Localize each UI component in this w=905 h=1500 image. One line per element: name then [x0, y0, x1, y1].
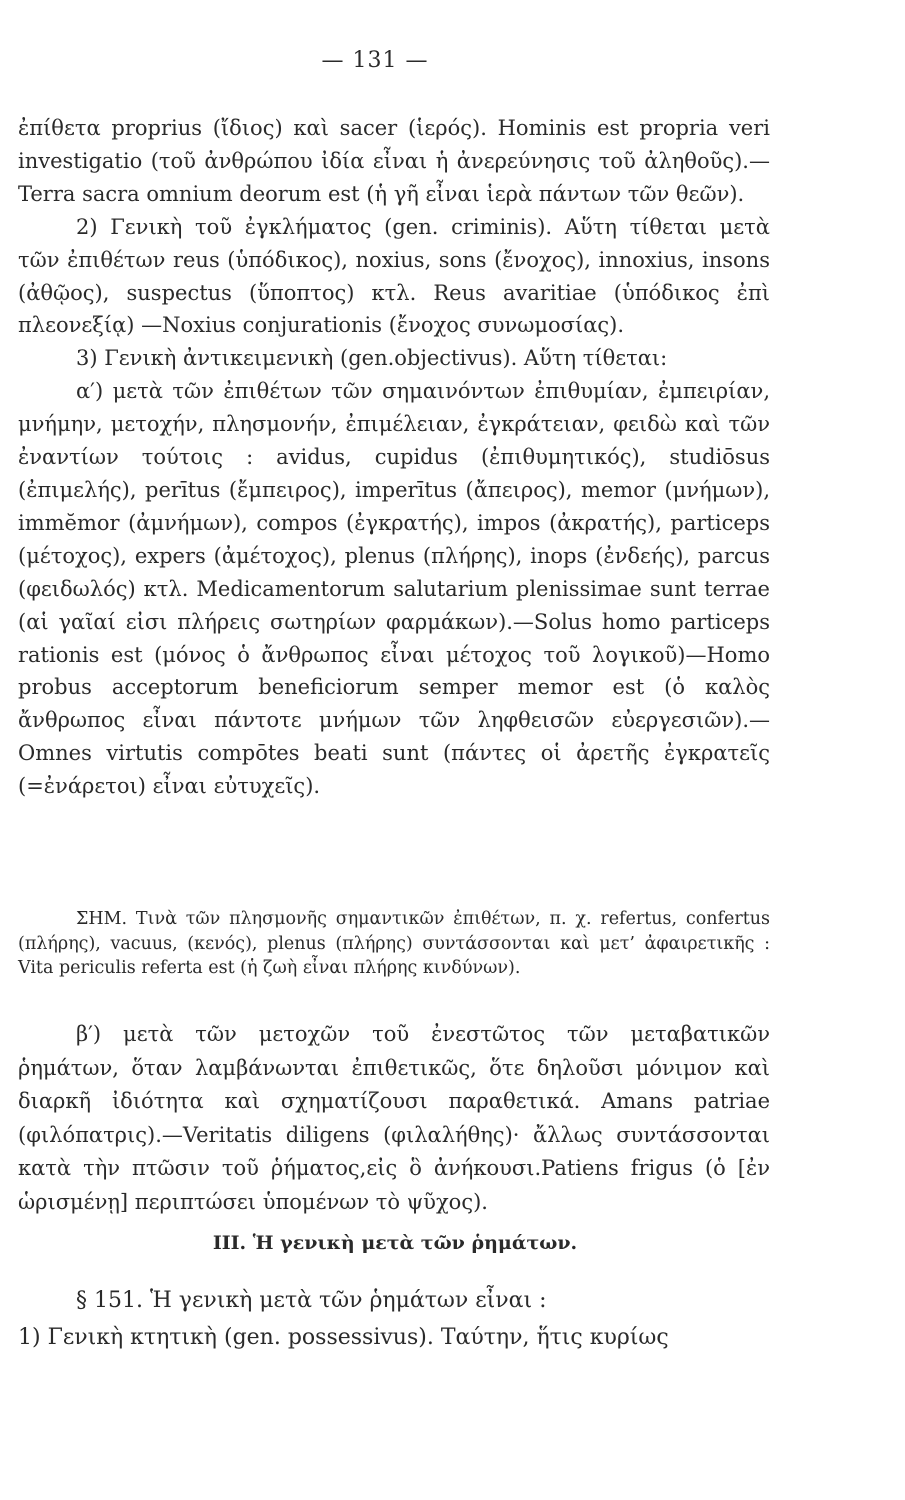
section-heading: III. Ἡ γενικὴ μετὰ τῶν ῥημάτων. [212, 1232, 578, 1254]
section-text [18, 1282, 770, 1356]
paragraph-beta: β′) μετὰ τῶν μετοχῶν τοῦ ἐνεστῶτος τῶν μεταβατικῶν ῥημάτων, ὅταν λαμβάνωνται ἐπιθετικῶς, ὅτε δηλοῦσι μόνιμον καὶ διαρκῆ ἰδιότητα καὶ σχηματίζουσι παραθετικά. Amans patriae (φιλόπατρις).—Veritatis diligens (φιλαλήθης)· ἄλλως συντάσσονται κατὰ τὴν πτῶσιν τοῦ ῥήματος,εἰς ὃ ἀνήκουσι.Patiens frigus (ὁ [ἐν ὡρισμένῃ] περιπτώσει ὑπομένων τὸ ψῦχος). [18, 1022, 770, 1214]
paragraph-genitive-objectivus: 3) Γενικὴ ἀντικειμενικὴ (gen.objectivus). Αὕτη τίθεται: [76, 346, 668, 371]
paragraph-alpha: α′) μετὰ τῶν ἐπιθέτων τῶν σημαινόντων ἐπιθυμίαν, ἐμπειρίαν, μνήμην, μετοχήν, πλησμονήν, ἐπιμέλειαν, ἐγκράτειαν, φειδὼ καὶ τῶν ἐναντίων τούτοις : avidus, cupidus (ἐπιθυμητικός), studiōsus (ἐπιμελής), perītus (ἔμπειρος), imperītus (ἄπειρος), memor (μνήμων), immĕmor (ἀμνήμων), compos (ἐγκρατής), impos (ἀκρατής), particeps (μέτοχος), expers (ἀμέτοχος), plenus (πλήρης), inops (ἐνδεής), parcus (φειδωλός) κτλ. Medicamentorum salutarium plenissimae sunt terrae (αἱ γαῖαί εἰσι πλήρεις σωτηρίων φαρμάκων).—Solus homo particeps rationis est (μόνος ὁ ἄνθρωπος εἶναι μέτοχος τοῦ λογικοῦ)—Homo probus acceptorum beneficiorum semper memor est (ὁ καλὸς ἄνθρωπος εἶναι πάντοτε μνήμων τῶν ληφθεισῶν εὐεργεσιῶν).—Omnes virtutis compōtes beati sunt (πάντες οἱ ἀρετῆς ἐγκρατεῖς (=ἐνάρετοι) εἶναι εὐτυχεῖς). [18, 379, 770, 799]
section-item: 1) Γενικὴ κτητικὴ (gen. possessivus). Ταύτην, ἥτις κυρίως [18, 1325, 669, 1350]
main-text-continued [18, 1018, 770, 1219]
page-number: — 131 — [321, 48, 429, 73]
note-text: ΣΗΜ. Τινὰ τῶν πλησμονῆς σημαντικῶν ἐπιθέτων, π. χ. refertus, confertus (πλήρης), vacuus, (κενός), plenus (πλήρης) συντάσσονται καὶ μετ’ ἀφαιρετικῆς : Vita periculis referta est (ἡ ζωὴ εἶναι πλήρης κινδύνων). [18, 909, 770, 978]
section-paragraph: § 151. Ἡ γενικὴ μετὰ τῶν ῥημάτων εἶναι : [76, 1288, 547, 1313]
note-block [18, 907, 770, 981]
paragraph-genitive-criminis: 2) Γενικὴ τοῦ ἐγκλήματος (gen. criminis). Αὕτη τίθεται μετὰ τῶν ἐπιθέτων reus (ὑπόδικος), noxius, sons (ἔνοχος), innoxius, insons (ἀθῷος), suspectus (ὕποπτος) κτλ. Reus avaritiae (ὑπόδικος ἐπὶ πλεονεξίᾳ) —Noxius conjurationis (ἔνοχος συνωμοσίας). [18, 214, 770, 338]
main-text [18, 112, 770, 803]
paragraph-intro: ἐπίθετα proprius (ἴδιος) καὶ sacer (ἱερός). Hominis est propria veri investigatio (τοῦ ἀνθρώπου ἰδία εἶναι ἡ ἀνερεύνησις τοῦ ἀληθοῦς).—Terra sacra omnium deorum est (ἡ γῆ εἶναι ἱερὰ πάντων τῶν θεῶν). [18, 116, 770, 206]
